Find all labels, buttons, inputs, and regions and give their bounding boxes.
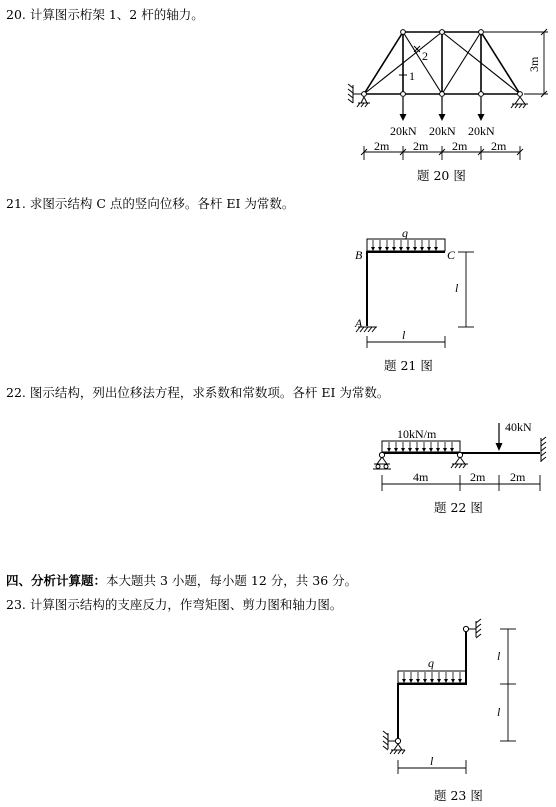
question-body: 图示结构，列出位移法方程，求系数和常数项。各杆 EI 为常数。	[29, 385, 390, 400]
question-number: 20.	[6, 7, 26, 22]
figure-caption-22: 题 22 图	[434, 500, 483, 515]
load-q-label: q	[402, 226, 408, 240]
figure-caption-23: 题 23 图	[434, 788, 483, 803]
question-body: 计算图示桁架 1、2 杆的轴力。	[29, 7, 204, 22]
span-label-2: 2m	[470, 470, 486, 484]
udl-label: 10kN/m	[397, 427, 437, 441]
node-c-label: C	[447, 248, 456, 262]
span-label-3: 2m	[452, 139, 468, 153]
node-a-label: A	[355, 316, 363, 330]
point-load-label: 40kN	[505, 420, 532, 434]
node-b-label: B	[355, 248, 363, 262]
span-label-2: 2m	[413, 139, 429, 153]
figure-caption-20: 题 20 图	[417, 168, 466, 183]
figure-caption-21: 题 21 图	[384, 358, 433, 373]
question-number: 23.	[6, 597, 26, 612]
load-q-label: q	[428, 656, 434, 670]
horizontal-length-label: l	[430, 754, 434, 768]
upper-length-label: l	[497, 649, 501, 663]
load-label-2: 20kN	[429, 124, 456, 138]
span-label-4: 2m	[491, 139, 507, 153]
load-label-1: 20kN	[390, 124, 417, 138]
span-label-3: 2m	[510, 470, 526, 484]
height-label: 3m	[527, 56, 541, 72]
horizontal-length-label: l	[402, 328, 406, 342]
section-desc: 本大题共 3 小题，每小题 12 分，共 36 分。	[106, 573, 358, 588]
section-title: 四、分析计算题：	[6, 573, 107, 588]
load-label-3: 20kN	[468, 124, 495, 138]
question-body: 计算图示结构的支座反力，作弯矩图、剪力图和轴力图。	[29, 597, 343, 612]
span-label-1: 4m	[413, 470, 429, 484]
span-label-1: 2m	[374, 139, 390, 153]
question-number: 21.	[6, 196, 26, 211]
question-number: 22.	[6, 385, 26, 400]
lower-length-label: l	[497, 705, 501, 719]
bar-1-label: 1	[409, 69, 415, 83]
question-body: 求图示结构 C 点的竖向位移。各杆 EI 为常数。	[29, 196, 295, 211]
bar-2-label: 2	[422, 49, 428, 63]
vertical-length-label: l	[455, 281, 459, 295]
